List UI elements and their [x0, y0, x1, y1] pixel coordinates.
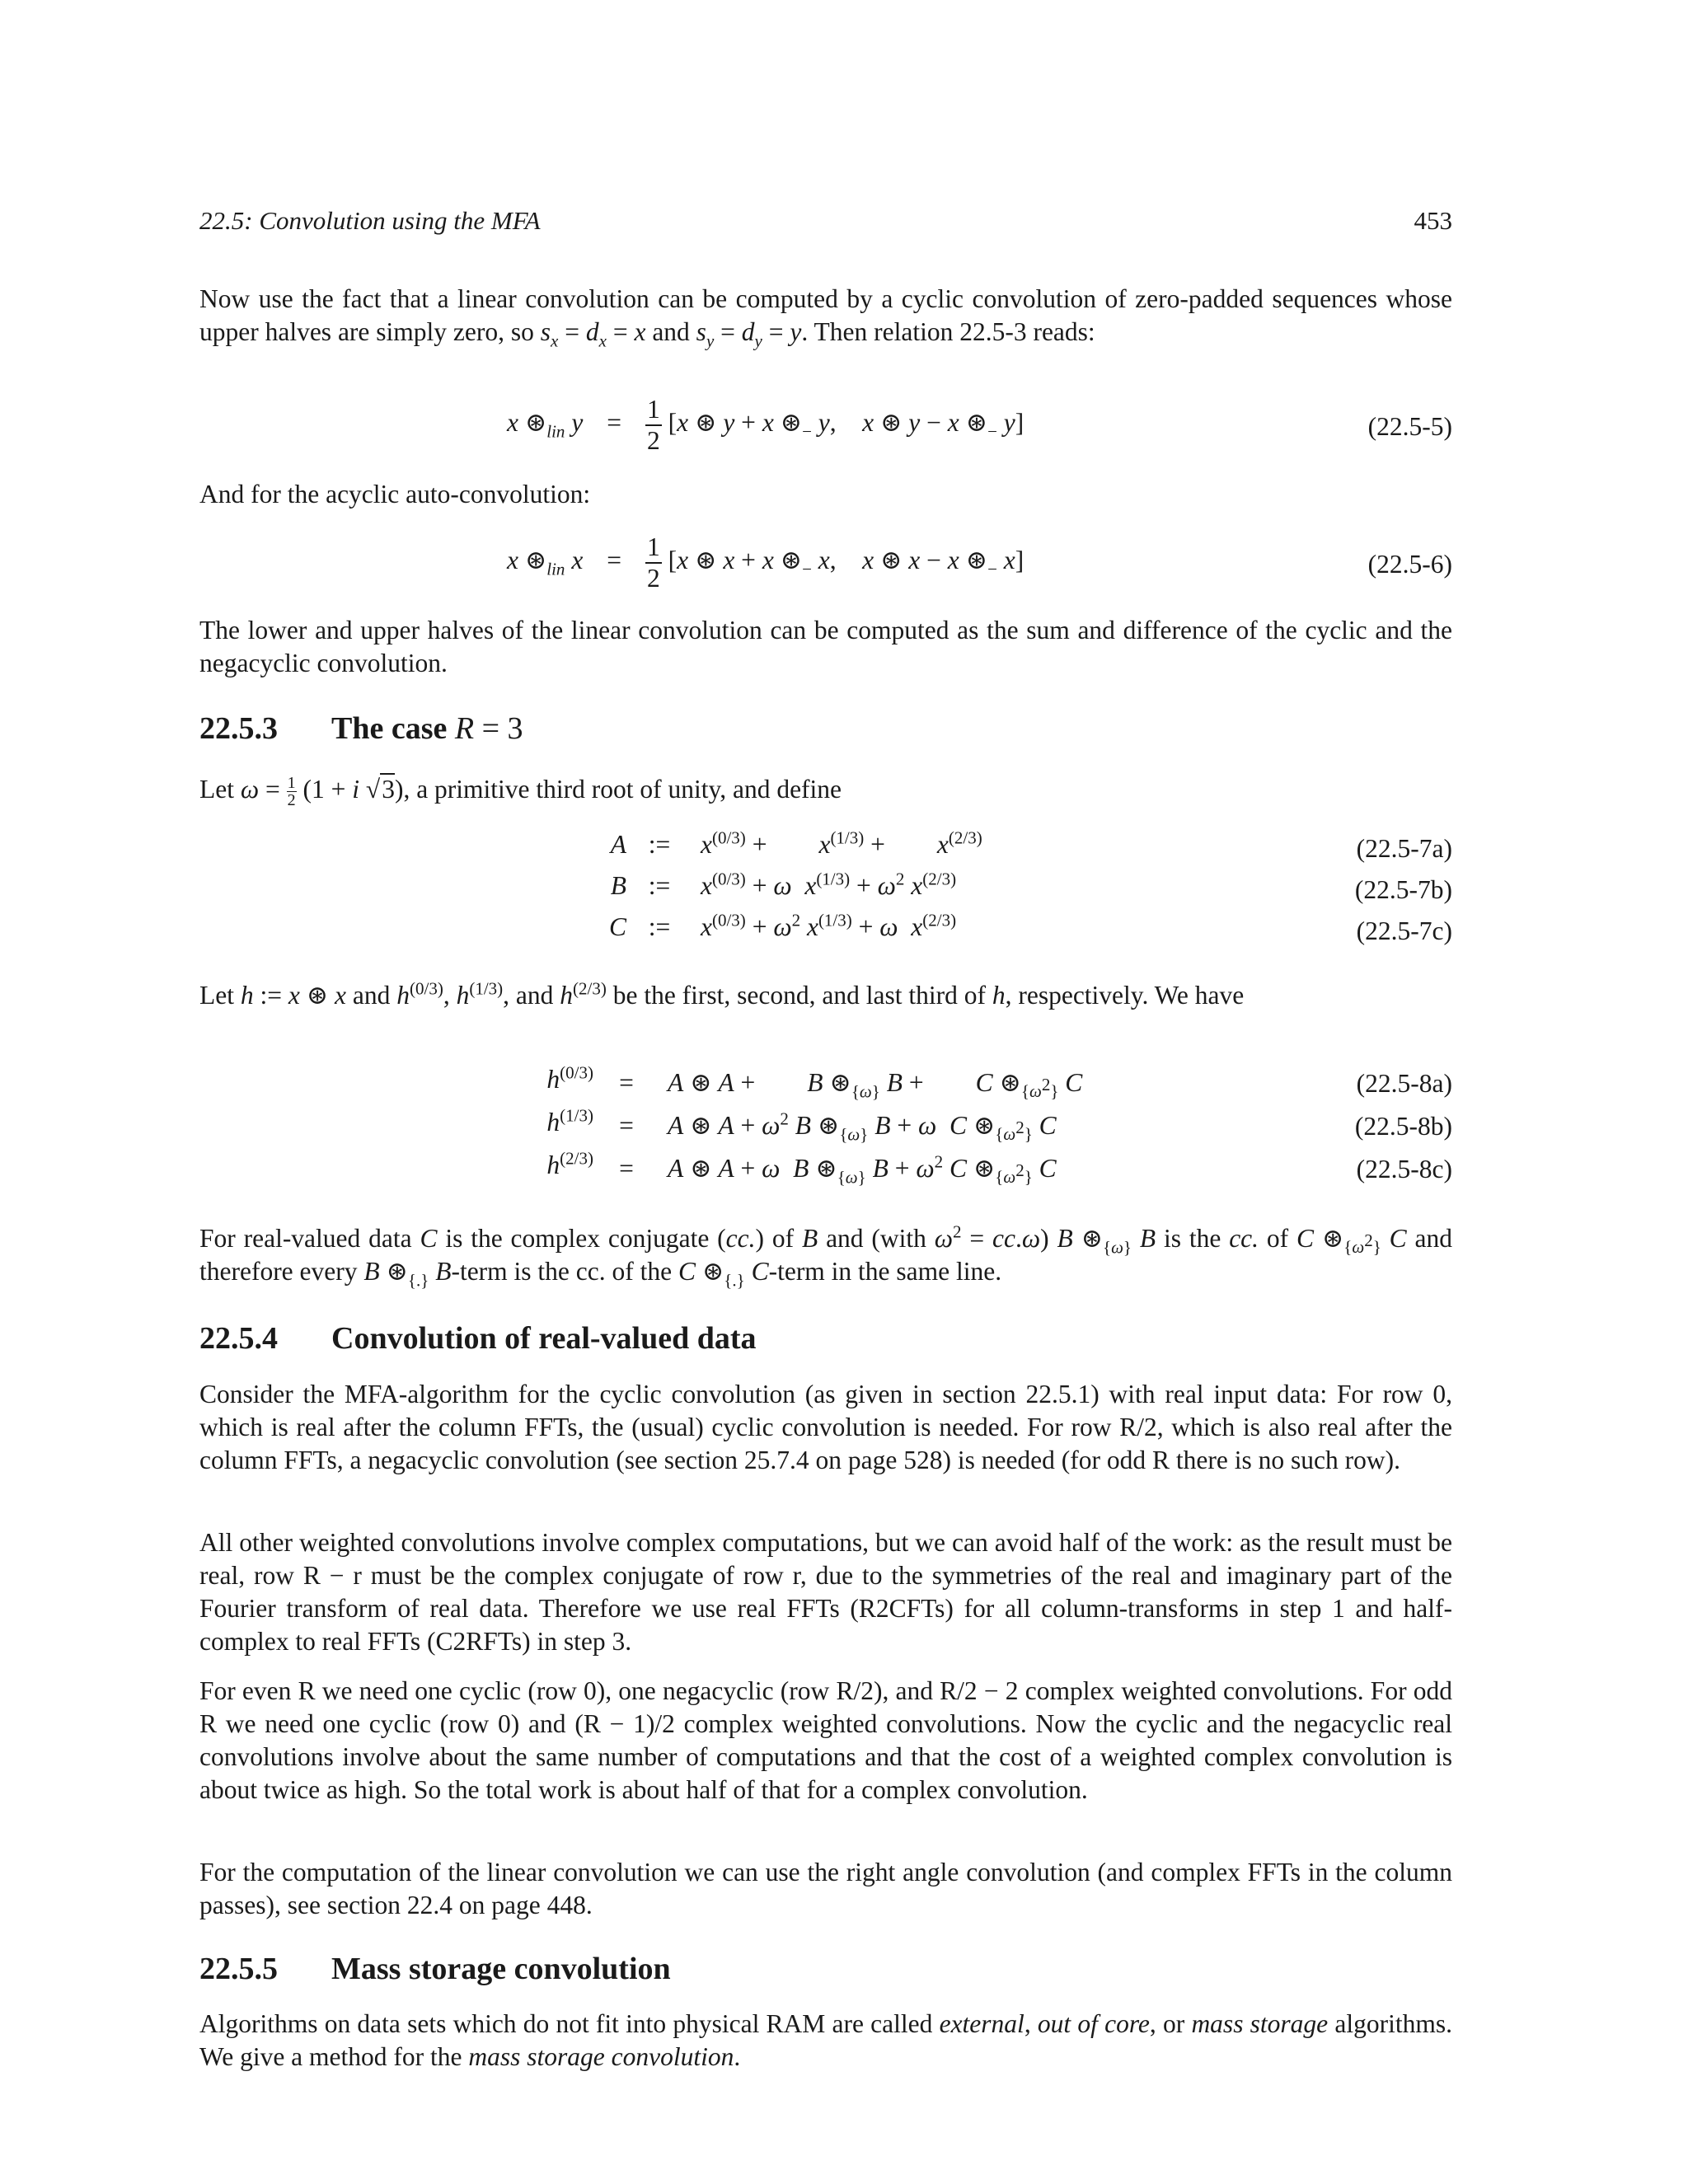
section-heading-22-5-3: 22.5.3 The case R = 3	[199, 711, 523, 746]
equation-22-5-6: x $⊛_{lin}$ x = $\frac{1}{2}$ [x ⊛ x + x $⊛_-$ x, x ⊛ x − x $⊛_-$ x]	[507, 532, 1025, 593]
equation-number-22-5-7b: (22.5-7b)	[1354, 875, 1452, 904]
running-head-title: 22.5: Convolution using the MFA	[199, 206, 541, 235]
paragraph-real-valued-conjugate: For real-valued data C is the complex conjugate (cc.) of B and (with $\omega^2 = cc.\omega$) B $⊛_{\{\omega\}}$ B is the cc. of C $⊛_{\{\omega^2\}}$ C and therefore every B $⊛_{\{.\}}$ B-term is the cc. of the C $⊛_{\{.\}}$ C-term in the same line.	[199, 1221, 1453, 1291]
equation-number-22-5-8a: (22.5-8a)	[1356, 1069, 1452, 1098]
equation-group-22-5-7: A := $x^{(0/3)}$ + $x^{(1/3)}$ + $x^{(2/3)}$ B := $x^{(0/3)} + \omega$ $x^{(1/3)} + \omega^2$ $x^{(2/3)}$ C := $x^{(0/3)} + \omega^2$ $x^{(1/3)} + \omega$ $x^{(2/3)}$	[608, 827, 982, 941]
fraction-one-half: $\frac{1}{2}$	[647, 395, 660, 455]
paragraph-mass-storage: Algorithms on data sets which do not fit into physical RAM are called external, out of core, or mass storage algorithms. We give a method for the mass storage convolution.	[199, 2009, 1452, 2071]
paragraph-even-odd-r: For even R we need one cyclic (row 0), one negacyclic (row R/2), and R/2 − 2 complex weighted convolutions. For odd R we need one cyclic (row 0) and (R − 1)/2 complex weighted convolutions. Now the cyclic and the negacyclic real convolutions involve about the same number of computations and that the cost of a weighted complex convolution is about twice as high. So the total work is about half of that for a complex convolution.	[199, 1676, 1452, 1804]
equation-22-5-5: x $⊛_{lin}$ y = $\frac{1}{2}$ [x ⊛ y + x $⊛_-$ y, x ⊛ y − x $⊛_-$ y]	[507, 395, 1025, 455]
paragraph-let-omega: Let ω = $\frac{1}{2}$ (1 + i √3), a primitive third root of unity, and define	[199, 774, 842, 810]
equation-number-22-5-7a: (22.5-7a)	[1356, 834, 1452, 863]
fraction-one-half: $\frac{1}{2}$	[647, 532, 660, 593]
page-number: 453	[1414, 206, 1452, 235]
paragraph-weighted-convolutions: All other weighted convolutions involve complex computations, but we can avoid half of the work: as the result must be real, row R − r must be the complex conjugate of row r, due to the symmetries of the real and imaginary part of the Fourier transform of real data. Therefore we use real FFTs (R2CFTs) for all column-transforms in step 1 and half-complex to real FFTs (C2RFTs) in step 3.	[199, 1528, 1452, 1656]
paragraph-mfa-real-input: Consider the MFA-algorithm for the cyclic convolution (as given in section 22.5.1) with real input data: For row 0, which is real after the column FFTs, the (usual) cyclic convolution is needed. For row R/2, which is also real after the column FFTs, a negacyclic convolution (see section 25.7.4 on page 528) is needed (for odd R there is no such row).	[199, 1380, 1452, 1474]
equation-number-22-5-7c: (22.5-7c)	[1356, 916, 1452, 945]
equation-number-22-5-6: (22.5-6)	[1367, 550, 1452, 579]
paragraph-right-angle: For the computation of the linear convolution we can use the right angle convolution (and complex FFTs in the column passes), see section 22.4 on page 448.	[199, 1858, 1452, 1919]
equation-group-22-5-8: $h^{(0/3)}$ = A ⊛ A + B $⊛_{\{\omega\}}$ B + C $⊛_{\{\omega^2\}}$ C $h^{(1/3)}$ = A ⊛ $A + \omega^2$ B $⊛_{\{\omega\}}$ B + ω C $⊛_{\{\omega^2\}}$ C $h^{(2/3)}$ = A ⊛ A + ω B $⊛_{\{\omega\}}$ $B + \omega^2$ C $⊛_{\{\omega^2\}}$ C	[546, 1062, 1083, 1188]
equation-number-22-5-8c: (22.5-8c)	[1356, 1155, 1452, 1183]
paragraph-lower-upper-halves: The lower and upper halves of the linear convolution can be computed as the sum and difference of the cyclic and the negacyclic convolution.	[199, 616, 1452, 677]
equation-number-22-5-5: (22.5-5)	[1367, 412, 1452, 441]
paragraph-intro: Now use the fact that a linear convolution can be computed by a cyclic convolution of zero-padded sequences whose upper halves are simply zero, so $s_x = d_x = x$ and $s_y = d_y = y$. Then relation 22.5-3 reads:	[199, 284, 1452, 351]
section-heading-22-5-5: 22.5.5 Mass storage convolution	[199, 1952, 671, 1986]
equation-number-22-5-8b: (22.5-8b)	[1354, 1112, 1452, 1141]
running-head	[199, 206, 1452, 239]
section-heading-22-5-4: 22.5.4 Convolution of real-valued data	[199, 1321, 757, 1356]
paragraph-let-h: Let h := x ⊛ x and $h^{(0/3)}$, $h^{(1/3)}$, and $h^{(2/3)}$ be the first, second, and last third of h, respectively. We have	[199, 978, 1245, 1010]
paragraph-acyclic-auto: And for the acyclic auto-convolution:	[199, 480, 591, 509]
